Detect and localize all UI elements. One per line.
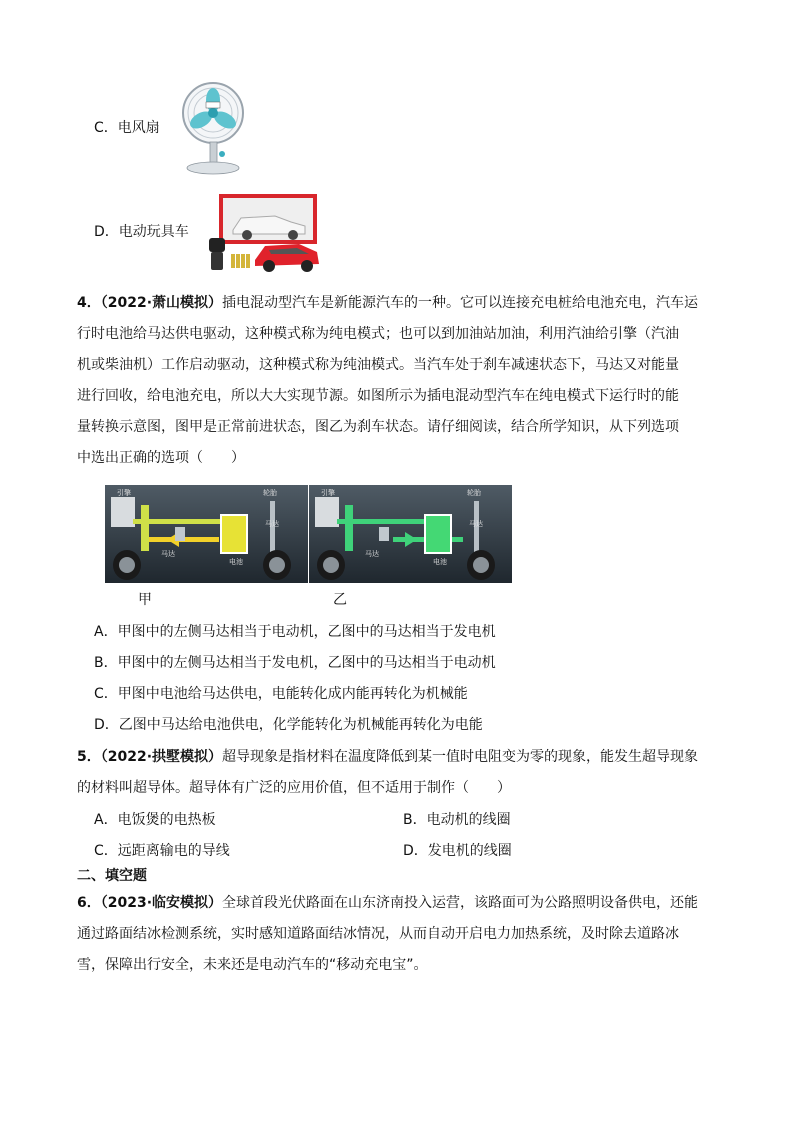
option-text: 电动玩具车 (118, 224, 189, 240)
option-text: 电动机的线圈 (426, 812, 511, 828)
question-source: （2023·临安模拟） (100, 895, 223, 911)
option-letter: A． (94, 812, 118, 828)
q5-option-b (403, 810, 511, 830)
option-d-toy-car (94, 222, 189, 242)
figure-yi-panel (309, 485, 512, 583)
option-letter: D． (403, 843, 428, 859)
question-source: （2022·萧山模拟） (100, 295, 223, 311)
q4-option-b (94, 653, 496, 673)
option-letter: C． (94, 686, 118, 702)
q4-line-4: 进行回收，给电池充电，所以大大实现节源。如图所示为插电混动型汽车在纯电模式下运行时的能 (77, 388, 679, 404)
option-letter: C． (94, 843, 118, 859)
option-text: 远距离输电的导线 (117, 843, 230, 859)
question-number: 4． (77, 295, 101, 311)
q4-line-5: 量转换示意图，图甲是正常前进状态，图乙为刹车状态。请仔细阅读，结合所学知识，从下列选项 (77, 419, 679, 435)
q6-line-2: 通过路面结冰检测系统，实时感知道路面结冰情况，从而自动开启电力加热系统，及时除去道路冰 (77, 926, 679, 942)
figure-label-yi: 乙 (333, 592, 347, 608)
q4-line-3: 机或柴油机）工作启动驱动，这种模式称为纯油模式。当汽车处于刹车减速状态下，马达又对能量 (77, 357, 679, 373)
option-text: 甲图中电池给马达供电，电能转化成内能再转化为机械能 (117, 686, 468, 702)
q4-option-a (94, 622, 496, 642)
option-text: 甲图中的左侧马达相当于发电机，乙图中的马达相当于电动机 (117, 655, 496, 671)
battery-label: 电池 (229, 558, 243, 566)
motor-label: 马达 (161, 550, 175, 558)
section-title: 二、填空题 (77, 868, 147, 884)
battery-label: 电池 (433, 558, 447, 566)
q5-option-c (94, 841, 230, 861)
q6-line-1 (77, 893, 717, 913)
q4-line-1 (77, 293, 717, 313)
option-text: 电饭煲的电热板 (117, 812, 216, 828)
q5-option-a (94, 810, 216, 830)
q5-line-2: 的材料叫超导体。超导体有广泛的应用价值，但不适用于制作（ ） (77, 780, 511, 796)
figure-jia-panel (105, 485, 308, 583)
option-letter: B． (94, 655, 118, 671)
wheel-label: 轮胎 (467, 489, 481, 497)
motor-label-right: 马达 (265, 520, 279, 528)
option-text: 发电机的线圈 (427, 843, 512, 859)
q5-option-d (403, 841, 512, 861)
question-text: 全球首段光伏路面在山东济南投入运营，该路面可为公路照明设备供电，还能 (222, 895, 699, 911)
question-source: （2022·拱墅模拟） (100, 749, 223, 765)
option-c-fan (94, 118, 160, 138)
toy-car-image (205, 190, 325, 274)
figure-label-jia: 甲 (138, 592, 152, 608)
option-letter: C． (94, 120, 118, 136)
option-letter: D． (94, 717, 119, 733)
motor-label-right: 马达 (469, 520, 483, 528)
engine-label: 引擎 (321, 489, 335, 497)
q4-option-d (94, 715, 483, 735)
option-text: 电风扇 (117, 120, 160, 136)
question-text: 插电混动型汽车是新能源汽车的一种。它可以连接充电桩给电池充电，汽车运 (222, 295, 699, 311)
electric-fan-image (180, 80, 250, 178)
q5-line-1 (77, 747, 717, 767)
q4-option-c (94, 684, 468, 704)
question-number: 6． (77, 895, 101, 911)
wheel-label: 轮胎 (263, 489, 277, 497)
q4-line-2: 行时电池给马达供电驱动，这种模式称为纯电模式；也可以到加油站加油，利用汽油给引擎（汽油 (77, 326, 679, 342)
option-text: 甲图中的左侧马达相当于电动机，乙图中的马达相当于发电机 (117, 624, 496, 640)
q4-line-6: 中选出正确的选项（ ） (77, 450, 245, 466)
question-number: 5． (77, 749, 101, 765)
option-letter: B． (403, 812, 427, 828)
engine-label: 引擎 (117, 489, 131, 497)
option-letter: D． (94, 224, 119, 240)
question-text: 超导现象是指材料在温度降低到某一值时电阻变为零的现象，能发生超导现象 (222, 749, 699, 765)
q6-line-3: 雪，保障出行安全，未来还是电动汽车的“移动充电宝”。 (77, 957, 428, 973)
option-text: 乙图中马达给电池供电，化学能转化为机械能再转化为电能 (118, 717, 483, 733)
motor-label: 马达 (365, 550, 379, 558)
option-letter: A． (94, 624, 118, 640)
